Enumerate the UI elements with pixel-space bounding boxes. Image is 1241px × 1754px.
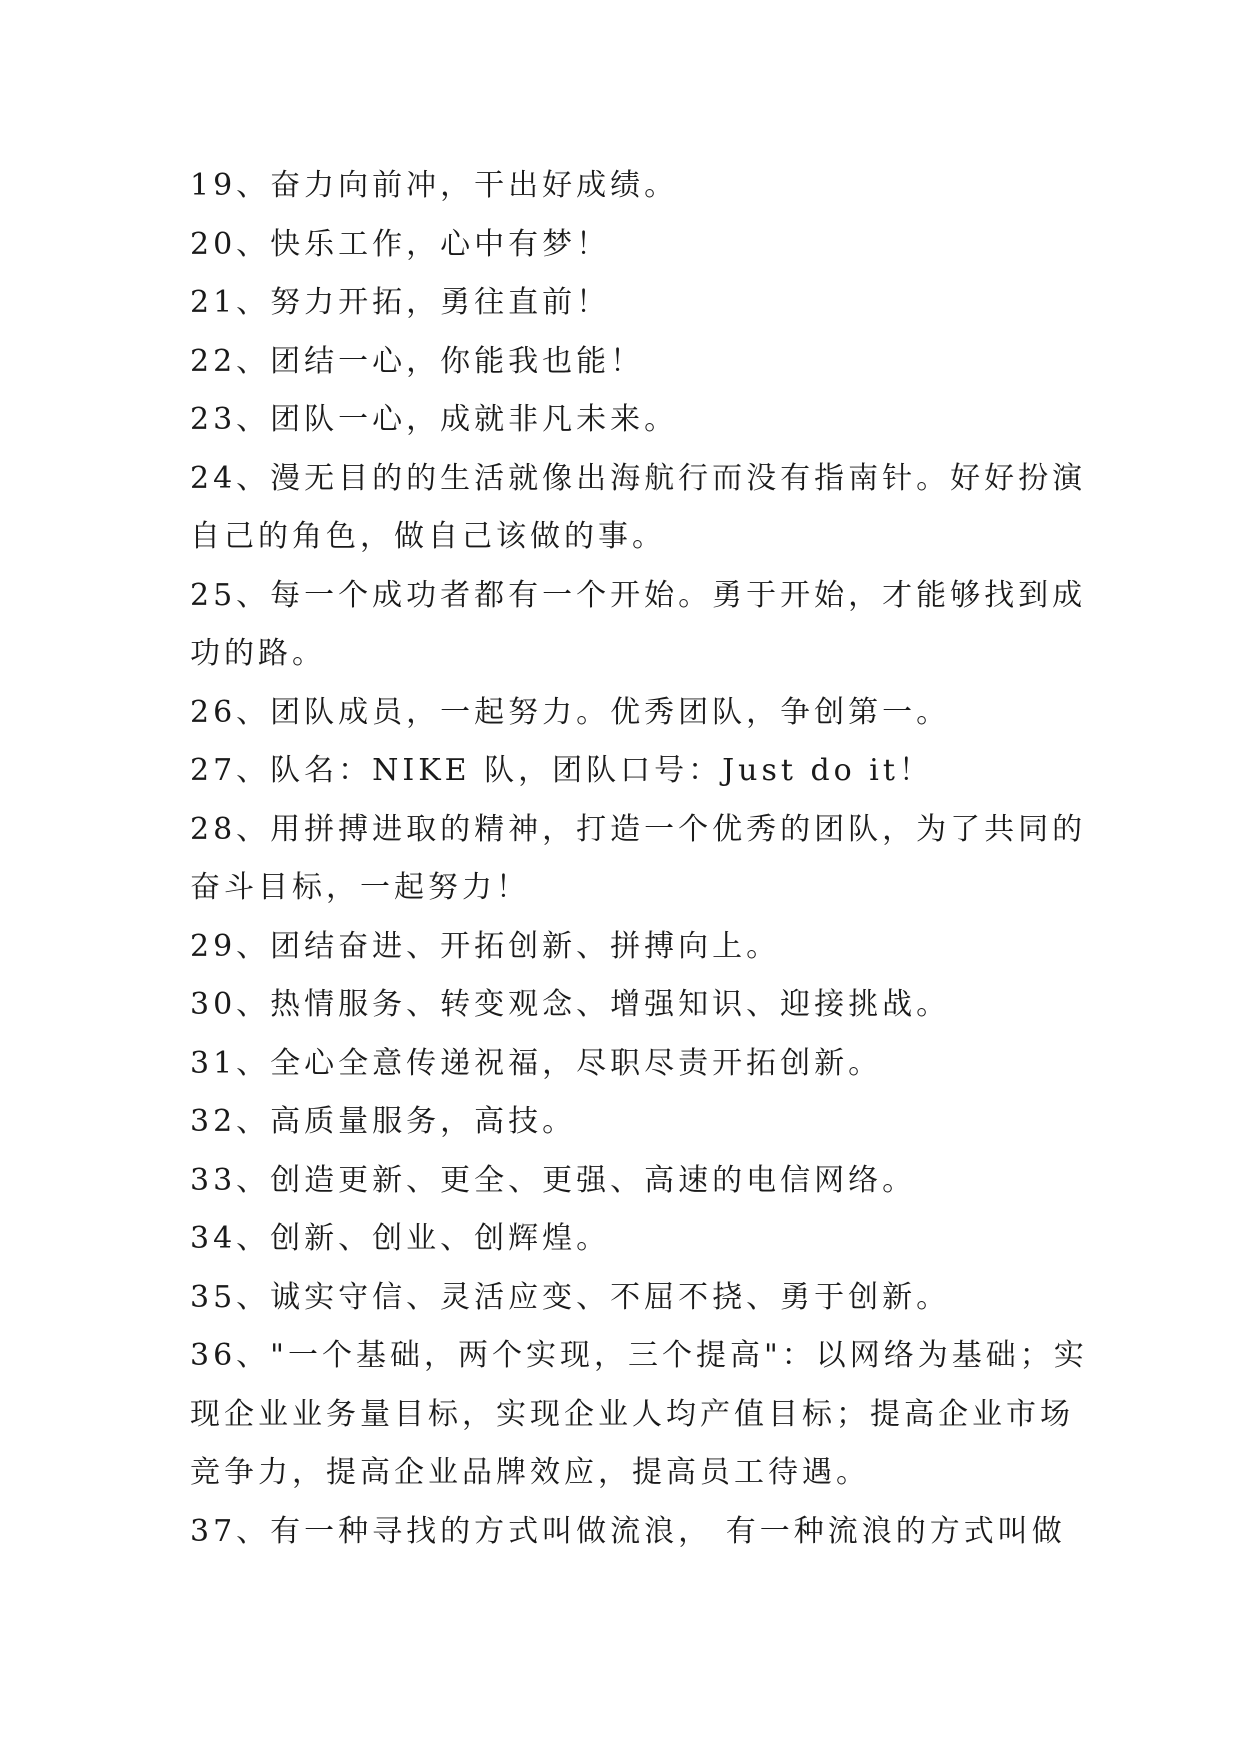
text-line: 27、队名：NIKE 队，团队口号：Just do it！ (190, 753, 933, 788)
text-line: 29、团结奋进、开拓创新、拼搏向上。 (190, 928, 781, 964)
text-line: 20、快乐工作，心中有梦！ (190, 226, 611, 262)
text-line: 26、团队成员，一起努力。优秀团队，争创第一。 (190, 694, 951, 730)
text-line: 28、用拼搏进取的精神，打造一个优秀的团队，为了共同的 (190, 811, 1087, 847)
text-line: 32、高质量服务，高技。 (190, 1104, 577, 1139)
document-body (190, 157, 1088, 1561)
text-line: 34、创新、创业、创辉煌。 (190, 1221, 611, 1256)
text-line: 36、"一个基础，两个实现，三个提高"：以网络为基础；实 (190, 1338, 1088, 1373)
text-line: 自己的角色，做自己该做的事。 (190, 519, 666, 554)
text-line: 24、漫无目的的生活就像出海航行而没有指南针。好好扮演 (190, 460, 1087, 496)
text-line: 30、热情服务、转变观念、增强知识、迎接挑战。 (190, 987, 951, 1022)
text-line: 23、团队一心，成就非凡未来。 (190, 402, 679, 437)
text-line: 37、有一种寻找的方式叫做流浪， 有一种流浪的方式叫做 (190, 1513, 1066, 1549)
text-line: 现企业业务量目标，实现企业人均产值目标；提高企业市场 (190, 1396, 1074, 1432)
text-line: 19、奋力向前冲，干出好成绩。 (190, 168, 679, 203)
text-line: 22、团结一心，你能我也能！ (190, 343, 645, 379)
text-line: 33、创造更新、更全、更强、高速的电信网络。 (190, 1162, 917, 1198)
text-line: 35、诚实守信、灵活应变、不屈不挠、勇于创新。 (190, 1279, 951, 1315)
text-line: 功的路。 (190, 636, 326, 671)
text-line: 31、全心全意传递祝福，尽职尽责开拓创新。 (190, 1045, 883, 1081)
text-line: 21、努力开拓，勇往直前！ (190, 285, 611, 320)
text-line: 奋斗目标，一起努力！ (190, 870, 530, 905)
text-line: 竞争力，提高企业品牌效应，提高员工待遇。 (190, 1455, 870, 1490)
text-line: 25、每一个成功者都有一个开始。勇于开始，才能够找到成 (190, 577, 1087, 613)
